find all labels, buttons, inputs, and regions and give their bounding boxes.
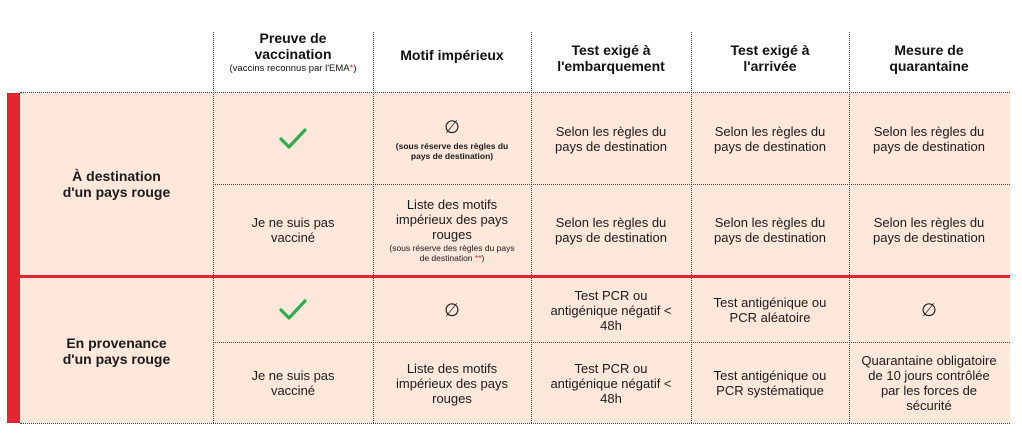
check-icon (278, 126, 308, 152)
header-vaccination-line2: vaccination (254, 46, 332, 62)
cell-arrivee: Test antigénique ou PCR aléatoire (713, 295, 827, 325)
cell-quarantaine: Quarantaine obligatoire de 10 jours contrôlée par les forces de sécurité (861, 353, 997, 413)
cell-arrivee: Selon les règles du pays de destination (713, 123, 827, 154)
header-motif-label: Motif impérieux (400, 47, 504, 63)
section-label-destination: À destination d'un pays rouge (62, 168, 171, 200)
cell-embarquement: Test PCR ou antigénique négatif < 48h (550, 287, 672, 333)
check-icon (278, 297, 308, 323)
cell-vaccination-text: Je ne suis pas vacciné (251, 368, 335, 398)
cell-embarquement: Selon les règles du pays de destination (554, 215, 668, 245)
motif-note: (sous réserve des règles du pays de destination) (395, 140, 509, 161)
section-accent-bar (7, 93, 20, 277)
header-embarquement: Test exigé à l'embarquement (557, 42, 665, 74)
header-vaccination (213, 30, 373, 90)
cell-motif: Liste des motifs impérieux des pays rouges (396, 360, 508, 406)
cell-quarantaine: Selon les règles du pays de destination (872, 215, 986, 245)
cell-quarantaine (849, 278, 1009, 342)
cell-vaccination-check (213, 278, 373, 342)
motif-note: (sous réserve des règles du pays de destination **) (389, 243, 515, 263)
section-accent-bar (7, 278, 20, 423)
cell-embarquement: Selon les règles du pays de destination (554, 123, 668, 154)
header-vaccination-line1: Preuve de (259, 30, 327, 46)
cell-vaccination-check (213, 93, 373, 184)
section-label-provenance: En provenance d'un pays rouge (62, 334, 171, 367)
header-arrivee: Test exigé à l'arrivée (730, 42, 810, 74)
cell-motif (373, 278, 531, 342)
empty-set-icon: ∅ (444, 116, 460, 137)
cell-arrivee: Test antigénique ou PCR systématique (713, 368, 827, 398)
header-motif (373, 30, 531, 80)
header-quarantaine: Mesure de quarantaine (889, 42, 969, 74)
table-bottom-border (20, 423, 1010, 424)
cell-motif: Liste des motifs impérieux des pays rouges (sous réserve des règles du pays de destination **) (373, 185, 531, 275)
cell-vaccination-text: Je ne suis pas vacciné (251, 215, 335, 245)
empty-set-icon: ∅ (921, 300, 937, 320)
empty-set-icon: ∅ (444, 300, 460, 320)
header-vaccination-note: (vaccins reconnus par l'EMA*) (229, 63, 357, 74)
cell-quarantaine: Selon les règles du pays de destination (872, 123, 986, 154)
cell-arrivee: Selon les règles du pays de destination (713, 215, 827, 245)
cell-embarquement: Test PCR ou antigénique négatif < 48h (550, 360, 672, 406)
cell-motif (373, 93, 531, 184)
